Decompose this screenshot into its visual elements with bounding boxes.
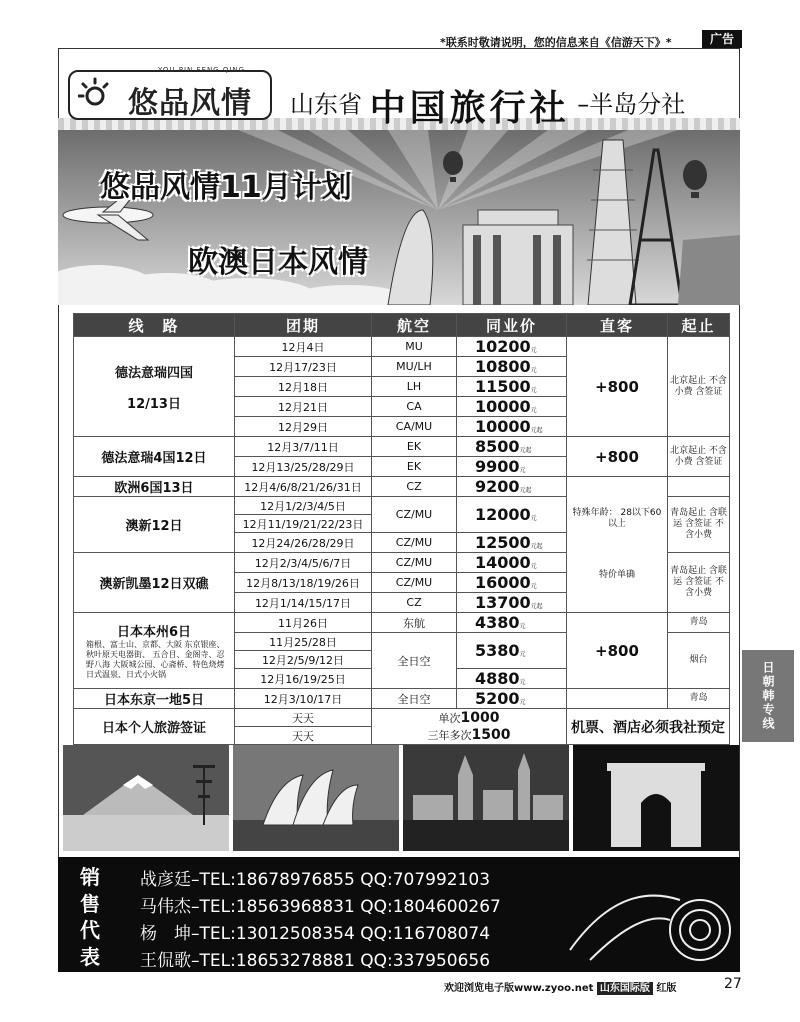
date-cell: 12月13/25/28/29日 [235,457,372,477]
photo-dresden-skyline [403,745,569,851]
table-header [74,314,730,337]
price-unit: 元 [530,387,537,394]
price-cell [457,397,567,417]
price-value: 10000 [475,397,531,416]
air-cell: EK [372,437,457,457]
air-cell: CZ/MU [372,533,457,553]
price-unit: 元起 [519,447,532,454]
agency-title [290,80,685,131]
note-cell: 烟台 [668,633,730,689]
visa-single-price: 1000 [460,709,500,726]
footer-url: 欢迎浏览电子版www.zyoo.net [444,983,594,994]
price-value: 10200 [475,337,531,356]
footer-color: 红版 [656,983,677,994]
table-row [74,437,730,457]
price-cell [457,477,567,497]
date-cell: 11月25/28日 [235,633,372,651]
note-cell: 北京起止 不含小费 含签证 [668,437,730,477]
sales-label [80,864,106,970]
price-value: 12000 [475,505,531,524]
photo-sydney-opera-house [233,745,399,851]
branch-name: –半岛分社 [577,90,686,119]
visa-price-cell [372,727,567,745]
date-cell: 12月21日 [235,397,372,417]
sales-label-char: 销 [80,865,100,889]
route-cell: 日本个人旅游签证 [74,709,235,745]
air-cell: MU/LH [372,357,457,377]
air-cell: CZ [372,593,457,613]
air-cell: CZ/MU [372,573,457,593]
brand-pinyin: YOU PIN FENG QING [158,66,246,74]
date-cell: 12月1/2/3/4/5日 [235,497,372,515]
date-cell: 11月26日 [235,613,372,633]
direct-special-cell [567,477,668,613]
price-value: 13700 [475,593,531,612]
direct-cell [567,689,668,709]
date-cell: 天天 [235,727,372,745]
air-cell: CZ/MU [372,553,457,573]
route-detail: 箱根、富士山、京都、大阪 东京银座、秋叶原天电器街、 五合目、金阁寺、忍野八海 大阪城公园、心斋桥、特色烧烤 日式温泉、日式小火锅 [86,640,225,679]
price-value: 8500 [475,437,520,456]
price-cell [457,437,567,457]
route-cell: 欧洲6国13日 [74,477,235,497]
route-cell: 德法意瑞4国12日 [74,437,235,477]
date-cell: 12月3/10/17日 [235,689,372,709]
price-cell [457,593,567,613]
note-cell: 北京起止 不含小费 含签证 [668,337,730,437]
side-tab: 日朝韩专线 [742,650,794,742]
air-cell: CA [372,397,457,417]
price-cell [457,689,567,709]
date-cell: 12月17/23日 [235,357,372,377]
price-value: 16000 [475,573,531,592]
table-row [74,709,730,727]
note-cell [668,477,730,497]
price-value: 5380 [475,641,520,660]
visa-multi-label: 三年多次 [427,729,472,743]
price-cell [457,573,567,593]
visa-single-label: 单次 [438,711,461,725]
price-value: 10000 [475,417,531,436]
province: 山东省 [290,90,362,119]
table-row [74,689,730,709]
price-unit: 元 [519,623,526,630]
air-cell: LH [372,377,457,397]
footer-edition: 山东国际版 [597,982,653,995]
price-cell [457,337,567,357]
header-route: 线 路 [74,314,235,337]
price-value: 10800 [475,357,531,376]
brand-name: 悠品风情 [128,86,252,121]
page-number: 27 [724,976,742,992]
price-value: 9900 [475,457,520,476]
price-value: 9200 [475,477,520,496]
header-start-end: 起止 [668,314,730,337]
air-cell: 东航 [372,613,457,633]
price-value: 5200 [475,689,520,708]
date-cell: 12月18日 [235,377,372,397]
route-cell: 日本东京一地5日 [74,689,235,709]
price-unit: 元 [519,699,526,706]
price-unit: 元起 [530,427,543,434]
date-cell: 12月2/5/9/12日 [235,651,372,669]
date-cell: 12月3/7/11日 [235,437,372,457]
route-cell: 澳新12日 [74,497,235,553]
note-cell: 青岛 [668,613,730,633]
price-unit: 元 [530,563,537,570]
route-cell [74,613,235,689]
date-cell: 12月11/19/21/22/23日 [235,515,372,533]
price-unit: 元 [530,515,537,522]
sales-label-char: 代 [80,918,100,942]
table-row [74,613,730,633]
price-table [73,313,730,745]
note-cell: 青岛起止 含联运 含签证 不含小费 [668,553,730,613]
date-cell: 12月2/3/4/5/6/7日 [235,553,372,573]
header-trade-price: 同业价 [457,314,567,337]
banner-image [58,130,740,305]
photo-arc-de-triomphe [573,745,739,851]
agency-name: 中国旅行社 [369,87,570,129]
air-cell: CZ [372,477,457,497]
decorative-swirl [560,860,738,970]
air-cell: 全日空 [372,633,457,689]
note-cell: 青岛起止 含联运 含签证 不含小费 [668,497,730,553]
price-unit: 元 [530,583,537,590]
air-cell: CA/MU [372,417,457,437]
price-value: 4880 [475,669,520,688]
price-cell [457,497,567,533]
price-cell [457,553,567,573]
date-cell: 12月24/26/28/29日 [235,533,372,553]
air-cell: EK [372,457,457,477]
banner-subtitle: 欧澳日本风情 [188,245,368,280]
note-cell: 青岛 [668,689,730,709]
price-value: 14000 [475,553,531,572]
price-cell [457,533,567,553]
price-cell [457,417,567,437]
route-name: 日本本州6日 [116,625,192,640]
ad-label: 广告 [702,30,742,48]
date-cell: 12月4日 [235,337,372,357]
photo-mount-fuji [63,745,229,851]
direct-special-age: 特殊年龄： 28以下60以上 [572,508,662,529]
sun-logo-icon [78,76,112,110]
air-cell: CZ/MU [372,497,457,533]
price-value: 12500 [475,533,531,552]
direct-cell: +800 [567,337,668,437]
table-row [74,337,730,357]
date-cell: 12月8/13/18/19/26日 [235,573,372,593]
price-value: 11500 [475,377,531,396]
direct-special-price: 特价单确 [598,570,635,580]
price-value: 4380 [475,613,520,632]
price-cell [457,357,567,377]
route-cell: 澳新凯墨12日双礁 [74,553,235,613]
price-unit: 元 [530,367,537,374]
date-cell: 12月1/14/15/17日 [235,593,372,613]
banner-title: 悠品风情11月计划 [100,170,352,205]
price-unit: 元起 [530,543,543,550]
header-direct: 直客 [567,314,668,337]
route-name: 德法意瑞四国 [114,365,193,381]
route-cell [74,337,235,437]
footer [444,979,676,994]
date-cell: 天天 [235,709,372,727]
price-unit: 元 [519,679,526,686]
price-unit: 元 [530,407,537,414]
date-cell: 12月16/19/25日 [235,669,372,689]
price-cell [457,669,567,689]
sales-rep: 王侃歌–TEL:18653278881 QQ:337950656 [140,951,491,971]
visa-note: 机票、酒店必须我社预定 [567,709,730,745]
sales-rep: 杨 坤–TEL:13012508354 QQ:116708074 [140,924,491,944]
price-cell [457,457,567,477]
visa-price-cell [372,709,567,727]
contact-note: *联系时敬请说明，您的信息来自《信游天下》* [440,36,672,49]
table-row [74,477,730,497]
price-cell [457,377,567,397]
air-cell: 全日空 [372,689,457,709]
sales-rep: 战彦廷–TEL:18678976855 QQ:707992103 [140,870,491,890]
price-cell [457,633,567,669]
price-unit: 元 [519,651,526,658]
header-date: 团期 [235,314,372,337]
date-cell: 12月29日 [235,417,372,437]
sales-label-char: 售 [80,891,100,916]
sales-rep: 马伟杰–TEL:18563968831 QQ:1804600267 [140,897,501,917]
direct-cell: +800 [567,437,668,477]
direct-cell: +800 [567,613,668,689]
price-unit: 元起 [519,487,532,494]
date-cell: 12月4/6/8/21/26/31日 [235,477,372,497]
sales-label-char: 表 [80,944,100,969]
price-unit: 元起 [530,603,543,610]
price-unit: 元 [530,347,537,354]
header-air: 航空 [372,314,457,337]
route-days: 12/13日 [127,396,181,412]
visa-multi-price: 1500 [471,727,511,744]
price-cell [457,613,567,633]
air-cell: MU [372,337,457,357]
price-unit: 元 [519,467,526,474]
